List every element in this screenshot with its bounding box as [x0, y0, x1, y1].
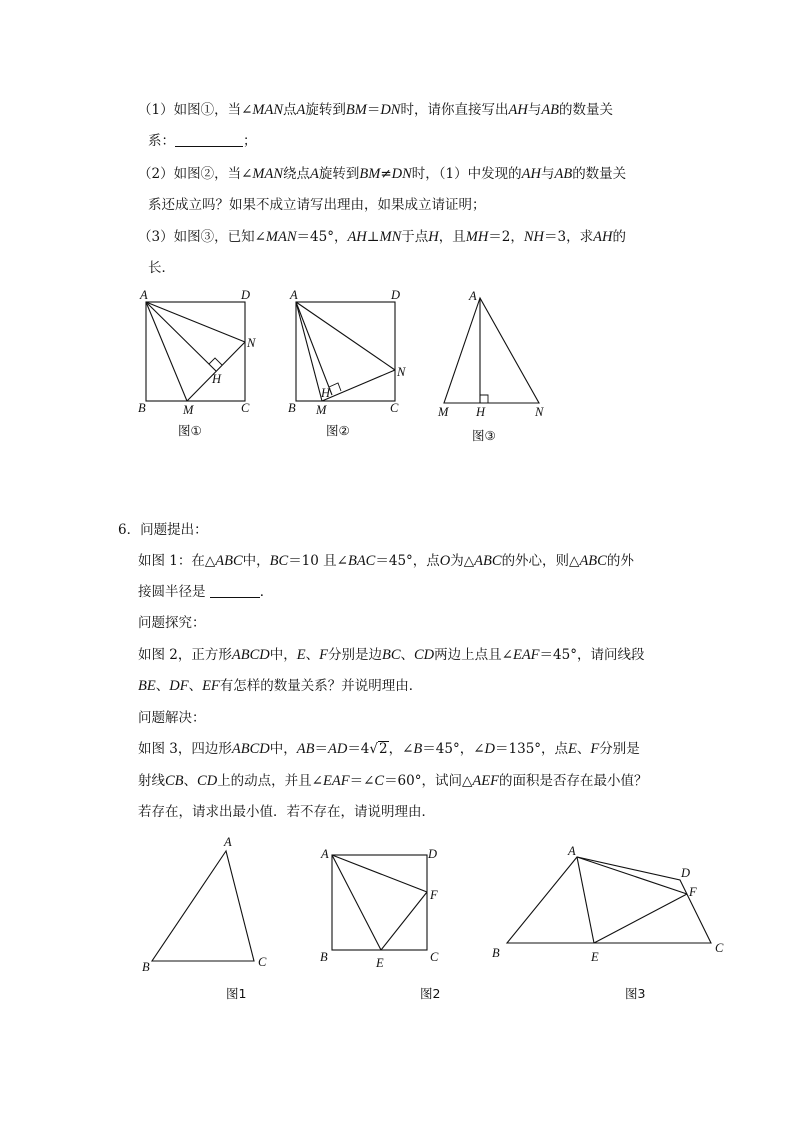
label-d: D [241, 288, 251, 302]
q6-heading: 6．问题提出： [118, 522, 208, 538]
caption: 图③ [472, 428, 496, 443]
segment-af [332, 855, 427, 892]
label-a: A [568, 844, 576, 858]
q6-s3-line2: 射线CB、CD上的动点，并且∠EAF＝∠C＝60°，试问△AEF的面积是否存在最小值？ [138, 773, 648, 789]
segment-ef [594, 894, 687, 943]
segment-ef [381, 892, 427, 950]
q5-part1-line2: 系： ； [148, 133, 257, 149]
answer-blank[interactable] [175, 132, 243, 147]
label-c: C [258, 955, 267, 969]
q5-part2-line2: 系还成立吗？如果不成立请写出理由，如果成立请证明； [148, 197, 486, 213]
label-n: N [535, 405, 544, 419]
q6-subheading-explore: 问题探究： [138, 615, 206, 631]
label-f: F [430, 888, 438, 902]
segment-am [146, 302, 187, 401]
right-angle-mark [329, 383, 341, 391]
segment-an [146, 302, 245, 342]
segment-ah [296, 302, 332, 395]
segment-ae [577, 857, 594, 943]
label-c: C [390, 401, 399, 415]
label-f: F [689, 885, 697, 899]
q6-s3-line3: 若存在，请求出最小值．若不存在，请说明理由． [138, 804, 435, 820]
label-a: A [290, 288, 298, 302]
q6-s1-line1: 如图 1：在△ABC中，BC＝10 且∠BAC＝45°，点O为△ABC的外心，则△ABC的外 [138, 553, 634, 569]
q5-figure-1 [130, 285, 270, 449]
label-a: A [321, 847, 329, 861]
q5-figure-3 [430, 285, 570, 449]
q6-s2-line2: BE、DF、EF有怎样的数量关系？并说明理由． [138, 678, 423, 694]
label-b: B [492, 946, 500, 960]
label-h: H [321, 386, 331, 400]
q6-figure-1-svg [130, 830, 280, 1010]
q5-part2-line1: （2）如图②，当∠MAN绕点A旋转到BM≠DN时，（1）中发现的AH与AB的数量关 [138, 166, 627, 182]
triangle-amn [444, 298, 539, 403]
segment-ae [332, 855, 381, 950]
caption: 图3 [625, 986, 646, 1001]
q6-figure-3 [480, 830, 740, 1014]
label-m: M [438, 405, 449, 419]
label-m: M [183, 403, 194, 417]
q5-figure-1-svg [130, 285, 270, 445]
q6-figure-2 [310, 840, 460, 1014]
segment-af [577, 857, 687, 894]
caption: 图① [178, 423, 202, 438]
q5-part3-line2: 长． [148, 260, 175, 276]
q5-part3-line1: （3）如图③，已知∠MAN＝45°，AH⊥MN于点H，且MH＝2，NH＝3，求AH的 [138, 229, 626, 245]
label-m: M [316, 403, 327, 417]
q5-figure-2-svg [280, 285, 420, 445]
label-a: A [140, 288, 148, 302]
label-h: H [476, 405, 486, 419]
caption: 图2 [420, 986, 441, 1001]
label-a: A [469, 289, 477, 303]
label-b: B [142, 960, 150, 974]
label-a: A [224, 835, 232, 849]
label-b: B [320, 950, 328, 964]
right-angle-mark [480, 395, 488, 403]
q6-figure-1 [130, 830, 280, 1014]
label-e: E [591, 950, 599, 964]
label-c: C [241, 401, 250, 415]
segment-ah [146, 302, 216, 371]
label-b: B [138, 401, 146, 415]
right-angle-mark [209, 358, 222, 365]
label-d: D [428, 847, 438, 861]
q6-subheading-solve: 问题解决： [138, 710, 206, 726]
caption: 图1 [226, 986, 247, 1001]
label-n: N [397, 365, 406, 379]
answer-blank[interactable] [210, 583, 260, 598]
square-abcd [296, 302, 395, 401]
label-h: H [212, 372, 222, 386]
triangle-abc [152, 851, 254, 961]
label-c: C [715, 941, 724, 955]
q6-figure-3-svg [480, 830, 740, 1010]
label-d: D [681, 866, 691, 880]
q6-s1-line2: 接圆半径是 ． [138, 584, 274, 600]
q6-s3-line1: 如图 3，四边形ABCD中，AB＝AD＝4√2，∠B＝45°，∠D＝135°，点E、F分别是 [138, 741, 640, 757]
q6-figure-2-svg [310, 840, 460, 1010]
sqrt-sign: √ [369, 741, 379, 757]
square-abcd [332, 855, 427, 950]
label-b: B [288, 401, 296, 415]
q5-figure-3-svg [430, 285, 570, 445]
q5-part1-line1: （1）如图①，当∠MAN点A旋转到BM＝DN时，请你直接写出AH与AB的数量关 [138, 102, 614, 118]
label-n: N [247, 336, 256, 350]
label-e: E [376, 956, 384, 970]
caption: 图② [326, 423, 350, 438]
label-d: D [391, 288, 401, 302]
label-c: C [430, 950, 439, 964]
q5-figure-2 [280, 285, 420, 449]
q6-s2-line1: 如图 2，正方形ABCD中，E、F分别是边BC、CD两边上点且∠EAF＝45°，请问线段 [138, 647, 645, 663]
